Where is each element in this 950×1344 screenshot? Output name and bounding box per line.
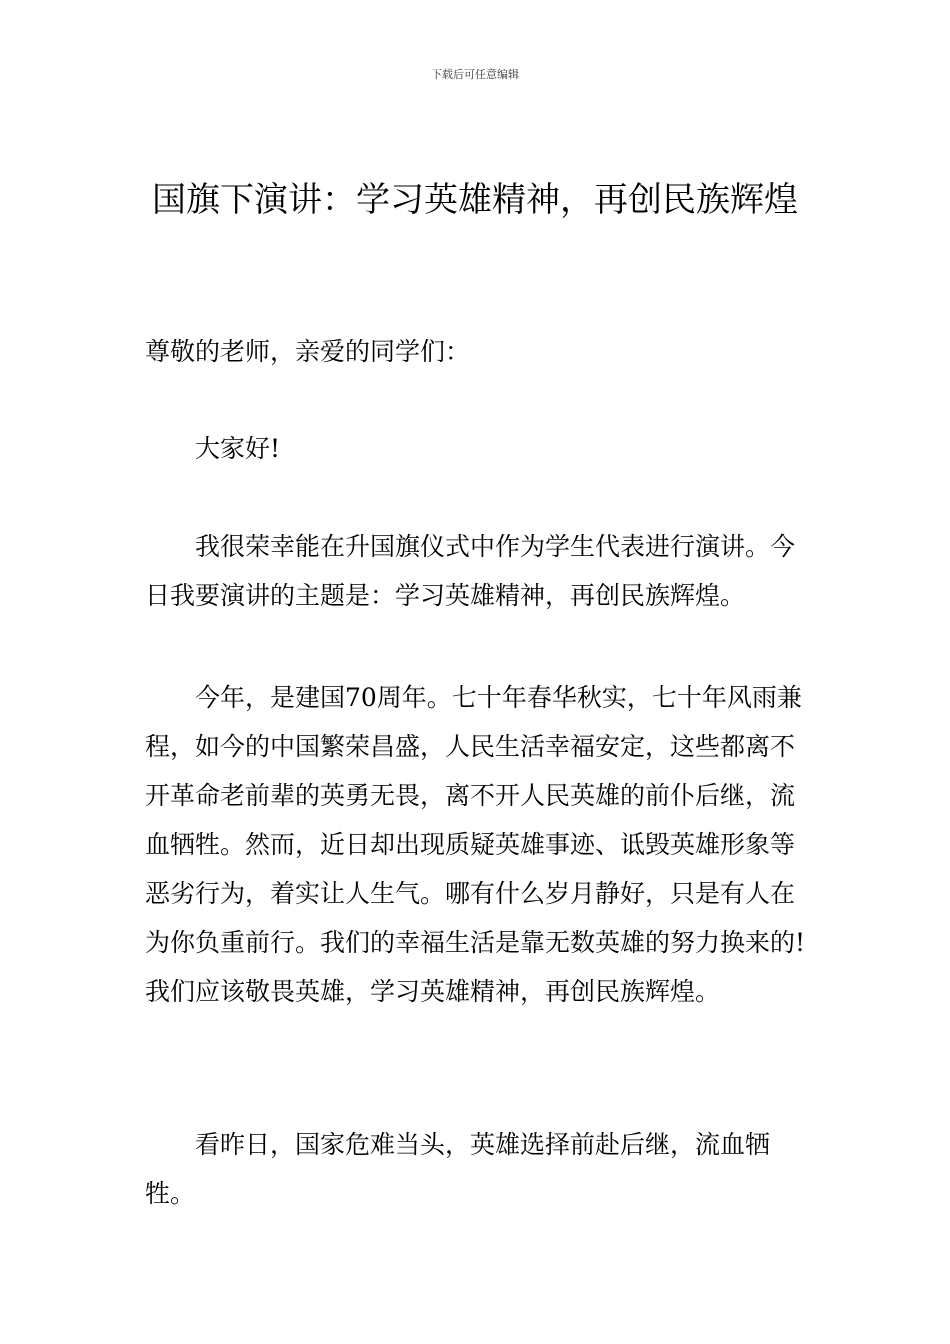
- paragraph-past: 看昨日，国家危难当头，英雄选择前赴后继，流血牺牲。: [145, 1130, 771, 1208]
- paragraph-intro: 我很荣幸能在升国旗仪式中作为学生代表进行演讲。今日我要演讲的主题是：学习英雄精神，再创民族辉煌。: [145, 532, 796, 610]
- paragraph-anniversary: 今年，是建国70周年。七十年春华秋实，七十年风雨兼程，如今的中国繁荣昌盛，人民生活幸福安定，这些都离不开革命老前辈的英勇无畏，离不开人民英雄的前仆后继，流血牺牲。然而，近日却出现质疑英雄事迹、诋毁英雄形象等恶劣行为，着实让人生气。哪有什么岁月静好，只是有人在为你负重前行。我们的幸福生活是靠无数英雄的努力换来的!我们应该敬畏英雄，学习英雄精神，再创民族辉煌。: [145, 683, 806, 1006]
- document-title: 国旗下演讲：学习英雄精神，再创民族辉煌: [152, 180, 798, 220]
- paragraph-hello: 大家好!: [195, 434, 281, 463]
- header-note: 下载后可任意编辑: [431, 68, 519, 81]
- paragraph-greeting: 尊敬的老师，亲爱的同学们：: [145, 337, 471, 366]
